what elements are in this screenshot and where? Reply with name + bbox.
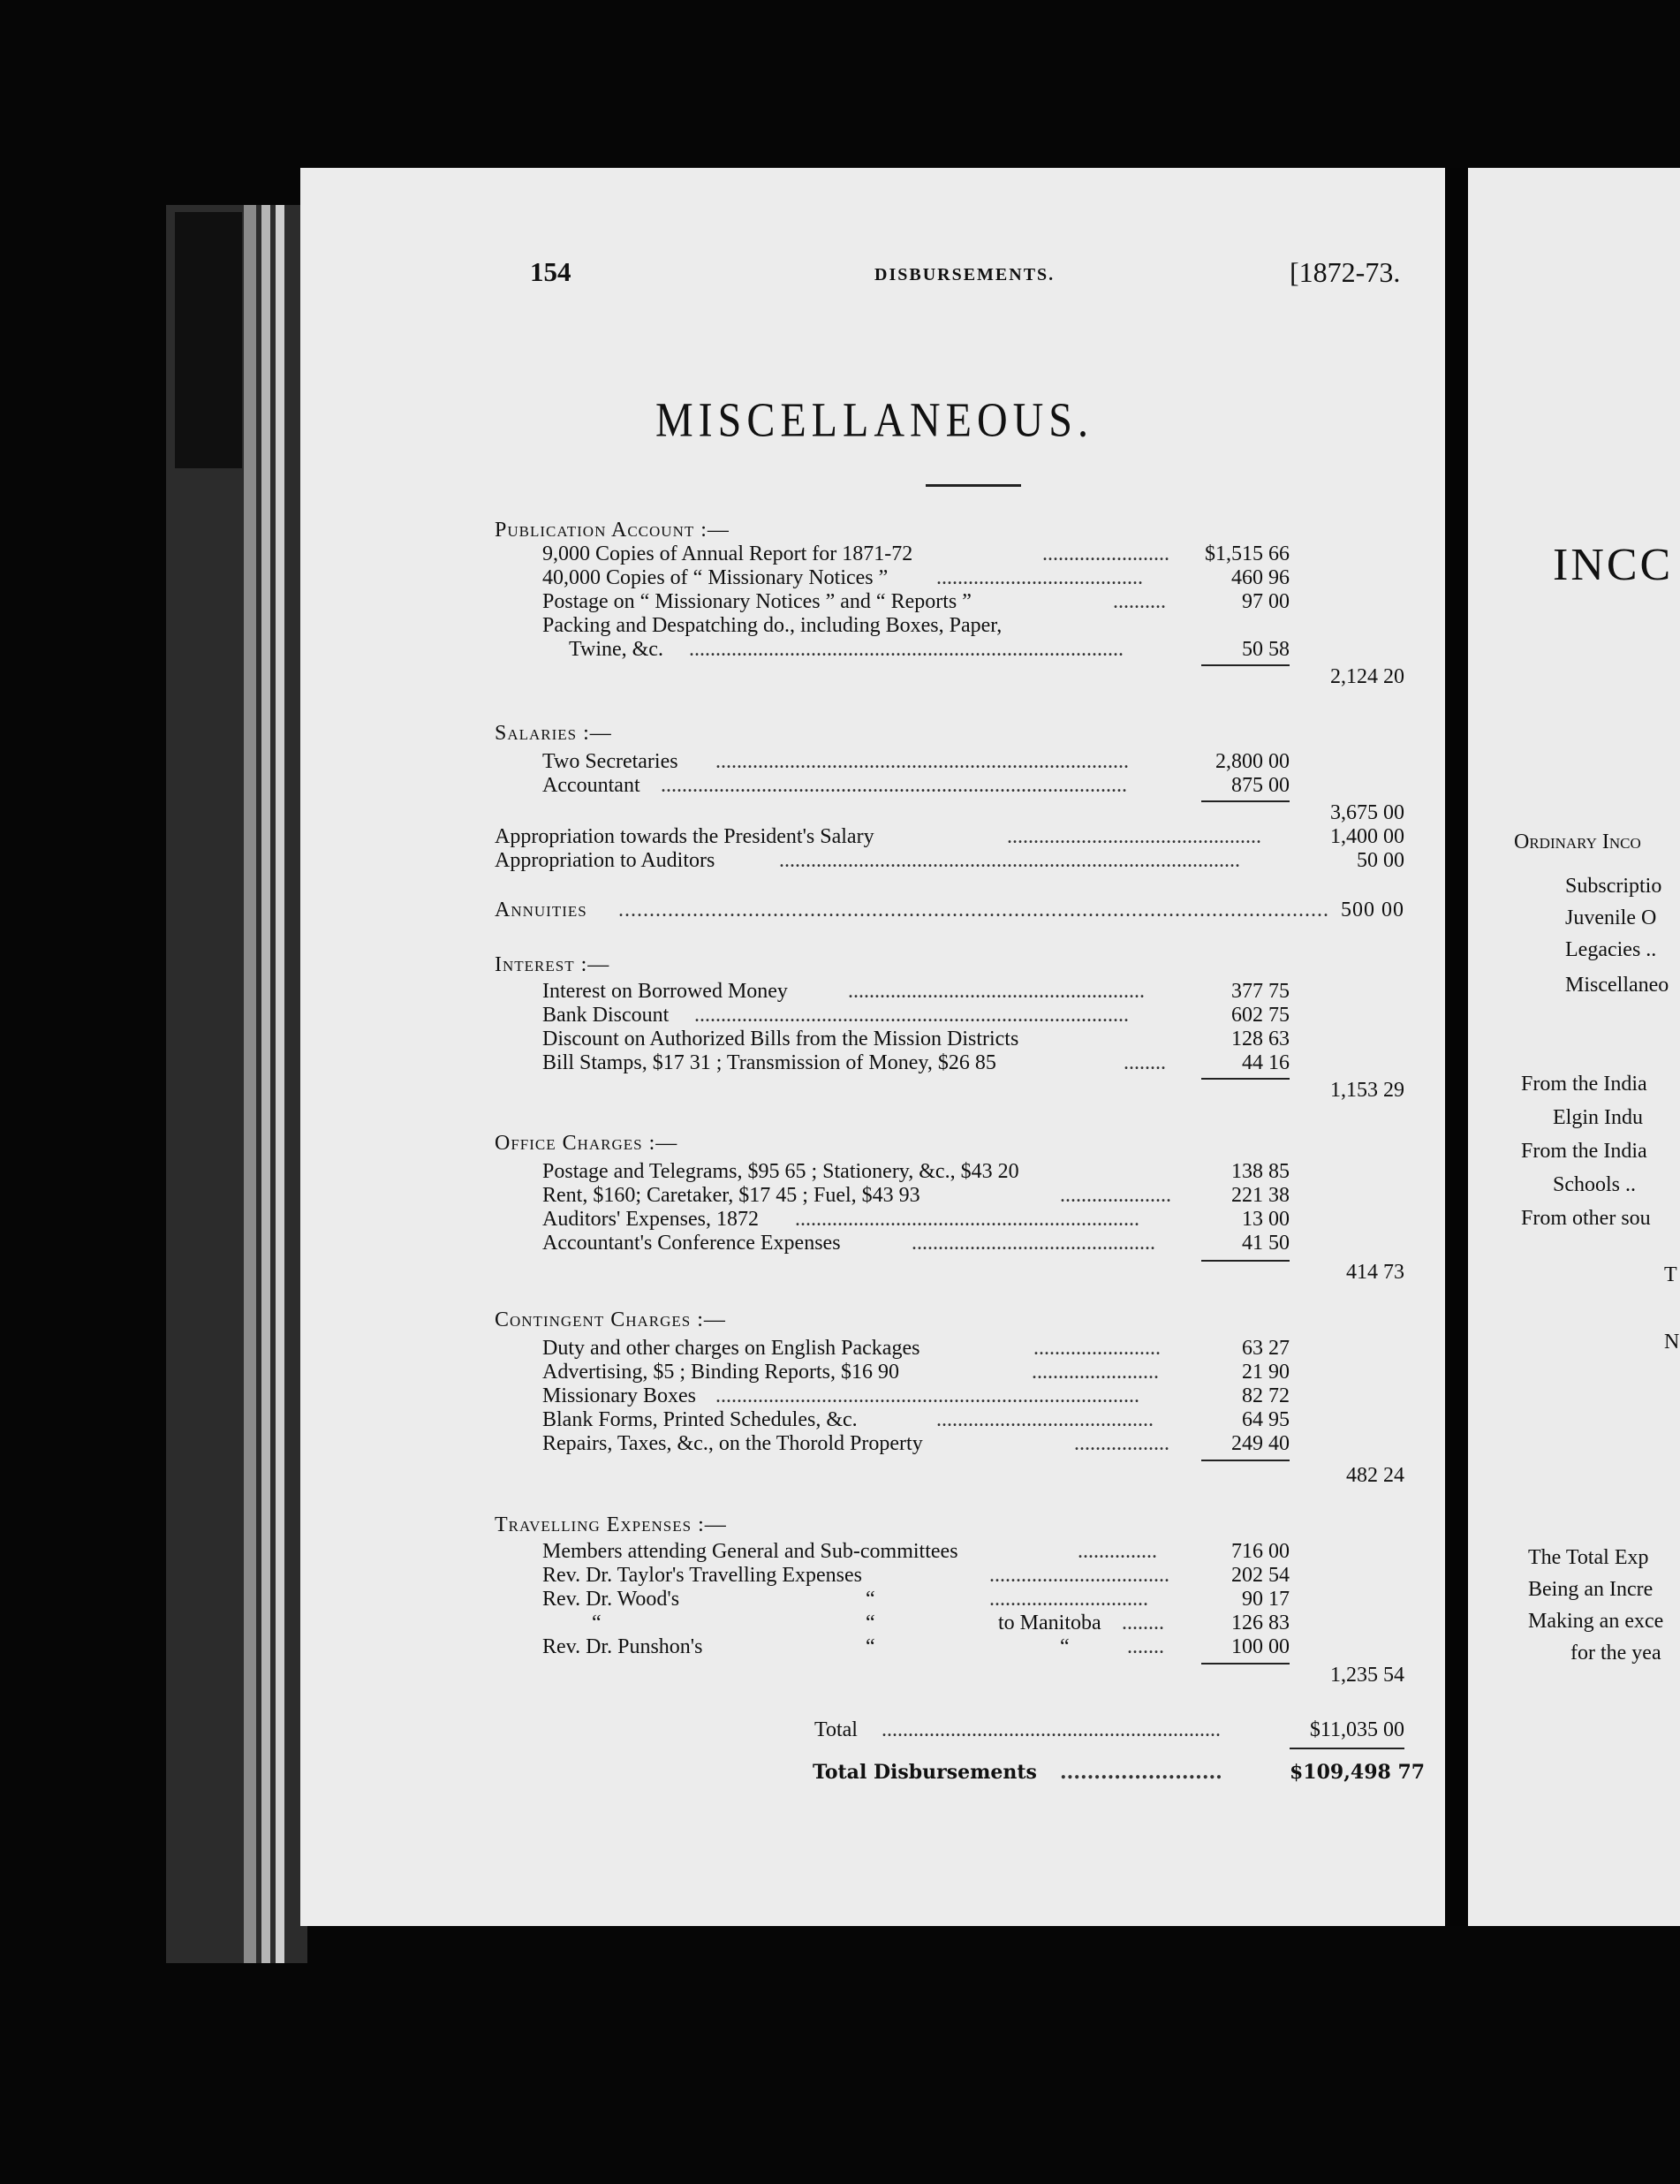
ledger-row: Members attending General and Sub-committees ............... 716 00 — [542, 1540, 1290, 1563]
right-line: for the yea — [1570, 1642, 1661, 1665]
right-line: Schools .. — [1553, 1173, 1637, 1196]
section-total: 414 73 — [1346, 1261, 1404, 1284]
right-line: Legacies .. — [1565, 938, 1657, 961]
grand-total-row: Total ................................................................ $11,035 00 — [814, 1718, 1404, 1741]
ledger-row: Rev. Dr. Wood's “ .............................. 90 17 — [542, 1588, 1290, 1611]
right-line: From other sou — [1521, 1207, 1651, 1230]
ledger-row: Duty and other charges on English Packages ........................ 63 27 — [542, 1337, 1290, 1360]
section-heading-salaries: Salaries :— — [495, 722, 612, 745]
page-number: 154 — [530, 256, 571, 287]
right-page-heading: INCC — [1553, 540, 1674, 590]
section-heading-contingent: Contingent Charges :— — [495, 1308, 726, 1331]
ledger-row: 40,000 Copies of “ Missionary Notices ” ....................................... 460 96 — [542, 566, 1290, 589]
book-edge — [166, 205, 307, 1963]
page-title: MISCELLANEOUS. — [655, 393, 1094, 447]
right-line: The Total Exp — [1528, 1546, 1649, 1569]
right-line: From the India — [1521, 1073, 1647, 1096]
ledger-row: Postage on “ Missionary Notices ” and “ Reports ” .......... 97 00 — [542, 590, 1290, 613]
page-edge-strip — [261, 205, 270, 1963]
section-total: 482 24 — [1346, 1464, 1404, 1487]
ledger-row: Advertising, $5 ; Binding Reports, $16 90 ........................ 21 90 — [542, 1361, 1290, 1384]
page-edge-strip — [276, 205, 284, 1963]
ledger-row: Missionary Boxes ................................................................................ 82 72 — [542, 1384, 1290, 1407]
right-line: T — [1664, 1263, 1677, 1286]
ledger-row-annuities: Annuities ................................................................................................................... 500 00 — [495, 899, 1404, 921]
subtotal-rule — [1201, 1460, 1290, 1461]
right-page — [1468, 168, 1680, 1926]
ledger-row: Postage and Telegrams, $95 65 ; Stationery, &c., $43 20 138 85 — [542, 1160, 1290, 1183]
ledger-row: Repairs, Taxes, &c., on the Thorold Property .................. 249 40 — [542, 1432, 1290, 1455]
ledger-row: 9,000 Copies of Annual Report for 1871-72 ........................ $1,515 66 — [542, 542, 1290, 565]
right-line: From the India — [1521, 1140, 1647, 1163]
dark-tab — [175, 212, 242, 468]
ledger-row: Bill Stamps, $17 31 ; Transmission of Money, $26 85 ........ 44 16 — [542, 1051, 1290, 1074]
ledger-row: Two Secretaries .............................................................................. 2,800 00 — [542, 750, 1290, 773]
running-title: DISBURSEMENTS. — [874, 265, 1056, 284]
ledger-row: Packing and Despatching do., including Boxes, Paper, — [542, 614, 1003, 637]
running-year: [1872-73. — [1290, 256, 1401, 288]
ledger-row: “ “ to Manitoba ........ 126 83 — [592, 1611, 1290, 1634]
ledger-row: Rev. Dr. Punshon's “ “ ....... 100 00 — [542, 1635, 1290, 1658]
title-rule — [926, 484, 1021, 487]
section-total: 2,124 20 — [1330, 665, 1404, 688]
ledger-row: Twine, &c. .................................................................................. 50 58 — [569, 638, 1290, 661]
page-edge-strip — [244, 205, 256, 1963]
ledger-row: Interest on Borrowed Money ........................................................ 377 75 — [542, 980, 1290, 1003]
section-heading-interest: Interest :— — [495, 953, 610, 976]
right-line: Elgin Indu — [1553, 1106, 1643, 1129]
right-line: Ordinary Inco — [1514, 830, 1641, 853]
ledger-row: Appropriation towards the President's Salary ................................................ 1,400 00 — [495, 825, 1404, 848]
section-heading-office: Office Charges :— — [495, 1132, 678, 1155]
right-line: N — [1664, 1331, 1680, 1354]
right-line: Being an Incre — [1528, 1578, 1654, 1601]
right-line: Subscriptio — [1565, 875, 1662, 898]
section-heading-publication: Publication Account :— — [495, 519, 730, 542]
grand-total-rule — [1290, 1748, 1404, 1749]
right-line: Making an exce — [1528, 1610, 1664, 1633]
total-disbursements-row: Total Disbursements ........................ $109,498 77 — [813, 1761, 1426, 1784]
ledger-row: Accountant's Conference Expenses .............................................. 41 50 — [542, 1232, 1290, 1255]
ledger-row: Blank Forms, Printed Schedules, &c. ......................................... 64 95 — [542, 1408, 1290, 1431]
ledger-row: Appropriation to Auditors ....................................................................................... 50 00 — [495, 849, 1404, 872]
ledger-row: Discount on Authorized Bills from the Mission Districts 128 63 — [542, 1028, 1290, 1050]
ledger-row: Rev. Dr. Taylor's Travelling Expenses .................................. 202 54 — [542, 1564, 1290, 1587]
section-heading-travelling: Travelling Expenses :— — [495, 1513, 727, 1536]
ledger-row: Rent, $160; Caretaker, $17 45 ; Fuel, $43 93 ..................... 221 38 — [542, 1184, 1290, 1207]
ledger-row: Auditors' Expenses, 1872 ................................................................. 13 00 — [542, 1208, 1290, 1231]
ledger-row: Bank Discount .................................................................................. 602 75 — [542, 1004, 1290, 1027]
section-total: 3,675 00 — [1330, 801, 1404, 824]
ledger-row: Accountant ........................................................................................ 875 00 — [542, 774, 1290, 797]
right-line: Juvenile O — [1565, 906, 1657, 929]
section-total: 1,235 54 — [1330, 1664, 1404, 1687]
section-total: 1,153 29 — [1330, 1079, 1404, 1102]
right-line: Miscellaneo — [1565, 974, 1669, 997]
